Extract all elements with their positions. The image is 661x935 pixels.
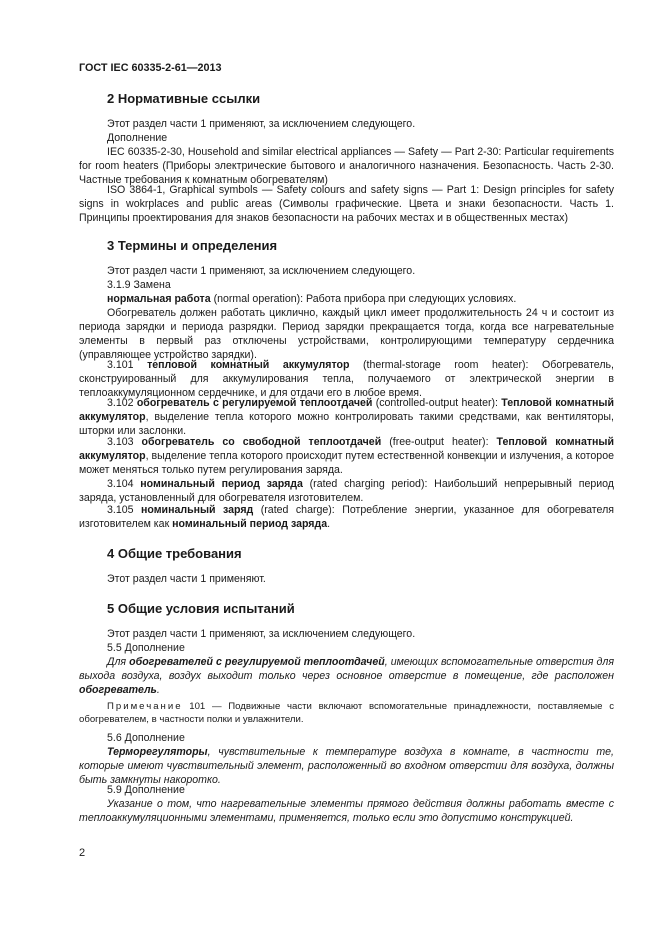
s5-9-text: Указание о том, что нагревательные элементы прямого действия должны работать вместе с теплоаккумуляционными элементами, применяется, только если это допустимо конструкцией. bbox=[79, 798, 614, 824]
s5-5-text: Для обогревателей с регулируемой теплоотдачей, имеющих вспомогательные отверстия для выхода воздуха, воздух выходит только через основное отверстие в помещение, где расположен обогреватель. bbox=[79, 656, 614, 696]
s2-paragraph-1: Этот раздел части 1 применяют, за исключением следующего. bbox=[107, 118, 416, 130]
section-2-title: 2 Нормативные ссылки bbox=[107, 91, 261, 106]
definition-3-105: 3.105 номинальный заряд (rated charge): Потребление энергии, указанное для обогревателя изготовителем как номинальный период заряда. bbox=[79, 504, 614, 530]
s3-normal-operation: нормальная работа (normal operation): Работа прибора при следующих условиях. bbox=[107, 293, 517, 305]
s2-paragraph-2: Дополнение bbox=[107, 132, 168, 144]
term-thermal-storage-heater: тепловой комнатный аккумулятор bbox=[147, 359, 350, 371]
definition-3-101: 3.101 тепловой комнатный аккумулятор (thermal-storage room heater): Обогреватель, сконструированный для аккумулирования тепла, получаемого от электрической энергии в теплоаккумуляционном сердечнике, и для отдачи его в любое время. bbox=[79, 359, 614, 399]
note-label: Примечание bbox=[107, 701, 183, 712]
s5-6-text: Терморегуляторы, чувствительные к температуре воздуха в комнате, в частности те, которые имеют чувствительный элемент, расположенный во входном отверстии для воздуха, должны быть замкнуты накоротко. bbox=[79, 746, 614, 786]
s4-paragraph-1: Этот раздел части 1 применяют. bbox=[107, 573, 266, 585]
section-4-title: 4 Общие требования bbox=[107, 546, 242, 561]
section-3-title: 3 Термины и определения bbox=[107, 238, 278, 253]
s5-clause-5-6: 5.6 Дополнение bbox=[107, 732, 185, 744]
definition-3-103: 3.103 обогреватель со свободной теплоотдачей (free-output heater): Тепловой комнатный аккумулятор, выделение тепла которого происходит путем естественной конвекции и излучения, а которое может меняться только путем регулирования заряда. bbox=[79, 436, 614, 476]
definition-3-102: 3.102 обогреватель с регулируемой теплоотдачей (controlled-output heater): Тепловой комнатный аккумулятор, выделение тепла которого можно контролировать такими средствами, как вентиляторы, шторки или заслонки. bbox=[79, 397, 614, 437]
s3-paragraph-1: Этот раздел части 1 применяют, за исключением следующего. bbox=[107, 265, 416, 277]
s3-operation-description: Обогреватель должен работать циклично, каждый цикл имеет продолжительность 24 ч и состоит из периода зарядки и периода разрядки. Период зарядки прекращается тогда, когда все нагревательные элементы в первый раз отключены устройствами, контролирующими температуру сердечника (управляющее устройство зарядки). bbox=[79, 307, 614, 361]
definition-3-104: 3.104 номинальный период заряда (rated charging period): Наибольший непрерывный период заряда, установленный для обогревателя изготовителем. bbox=[79, 478, 614, 504]
page-number: 2 bbox=[79, 847, 86, 859]
s5-clause-5-9: 5.9 Дополнение bbox=[107, 784, 185, 796]
standard-header: ГОСТ IEC 60335-2-61—2013 bbox=[79, 62, 222, 74]
s5-clause-5-5: 5.5 Дополнение bbox=[107, 642, 185, 654]
s5-note-101: Примечание 101 — Подвижные части включают вспомогательные принадлежности, поставляемые с обогревателем, в частности полки и увлажнители. bbox=[79, 701, 614, 725]
term-normal-operation: нормальная работа bbox=[107, 293, 211, 305]
s2-reference-iso: ISO 3864-1, Graphical symbols — Safety colours and safety signs — Part 1: Design principles for safety signs in wokrplaces and public areas (Символы графические. Цвета и знаки безопасности. Часть 1. Принципы проектирования для знаков безопасности на рабочих местах и в общественных местах) bbox=[79, 184, 614, 224]
s2-reference-iec: IEC 60335-2-30, Household and similar electrical appliances — Safety — Part 2-30: Particular requirements for room heaters (Приборы электрические бытового и аналогичного назначения. Безопасность. Часть 2-30. Частные требования к комнатным обогревателям) bbox=[79, 146, 614, 186]
section-5-title: 5 Общие условия испытаний bbox=[107, 601, 295, 616]
s3-clause-3-1-9: 3.1.9 Замена bbox=[107, 279, 171, 291]
s5-paragraph-1: Этот раздел части 1 применяют, за исключением следующего. bbox=[107, 628, 416, 640]
